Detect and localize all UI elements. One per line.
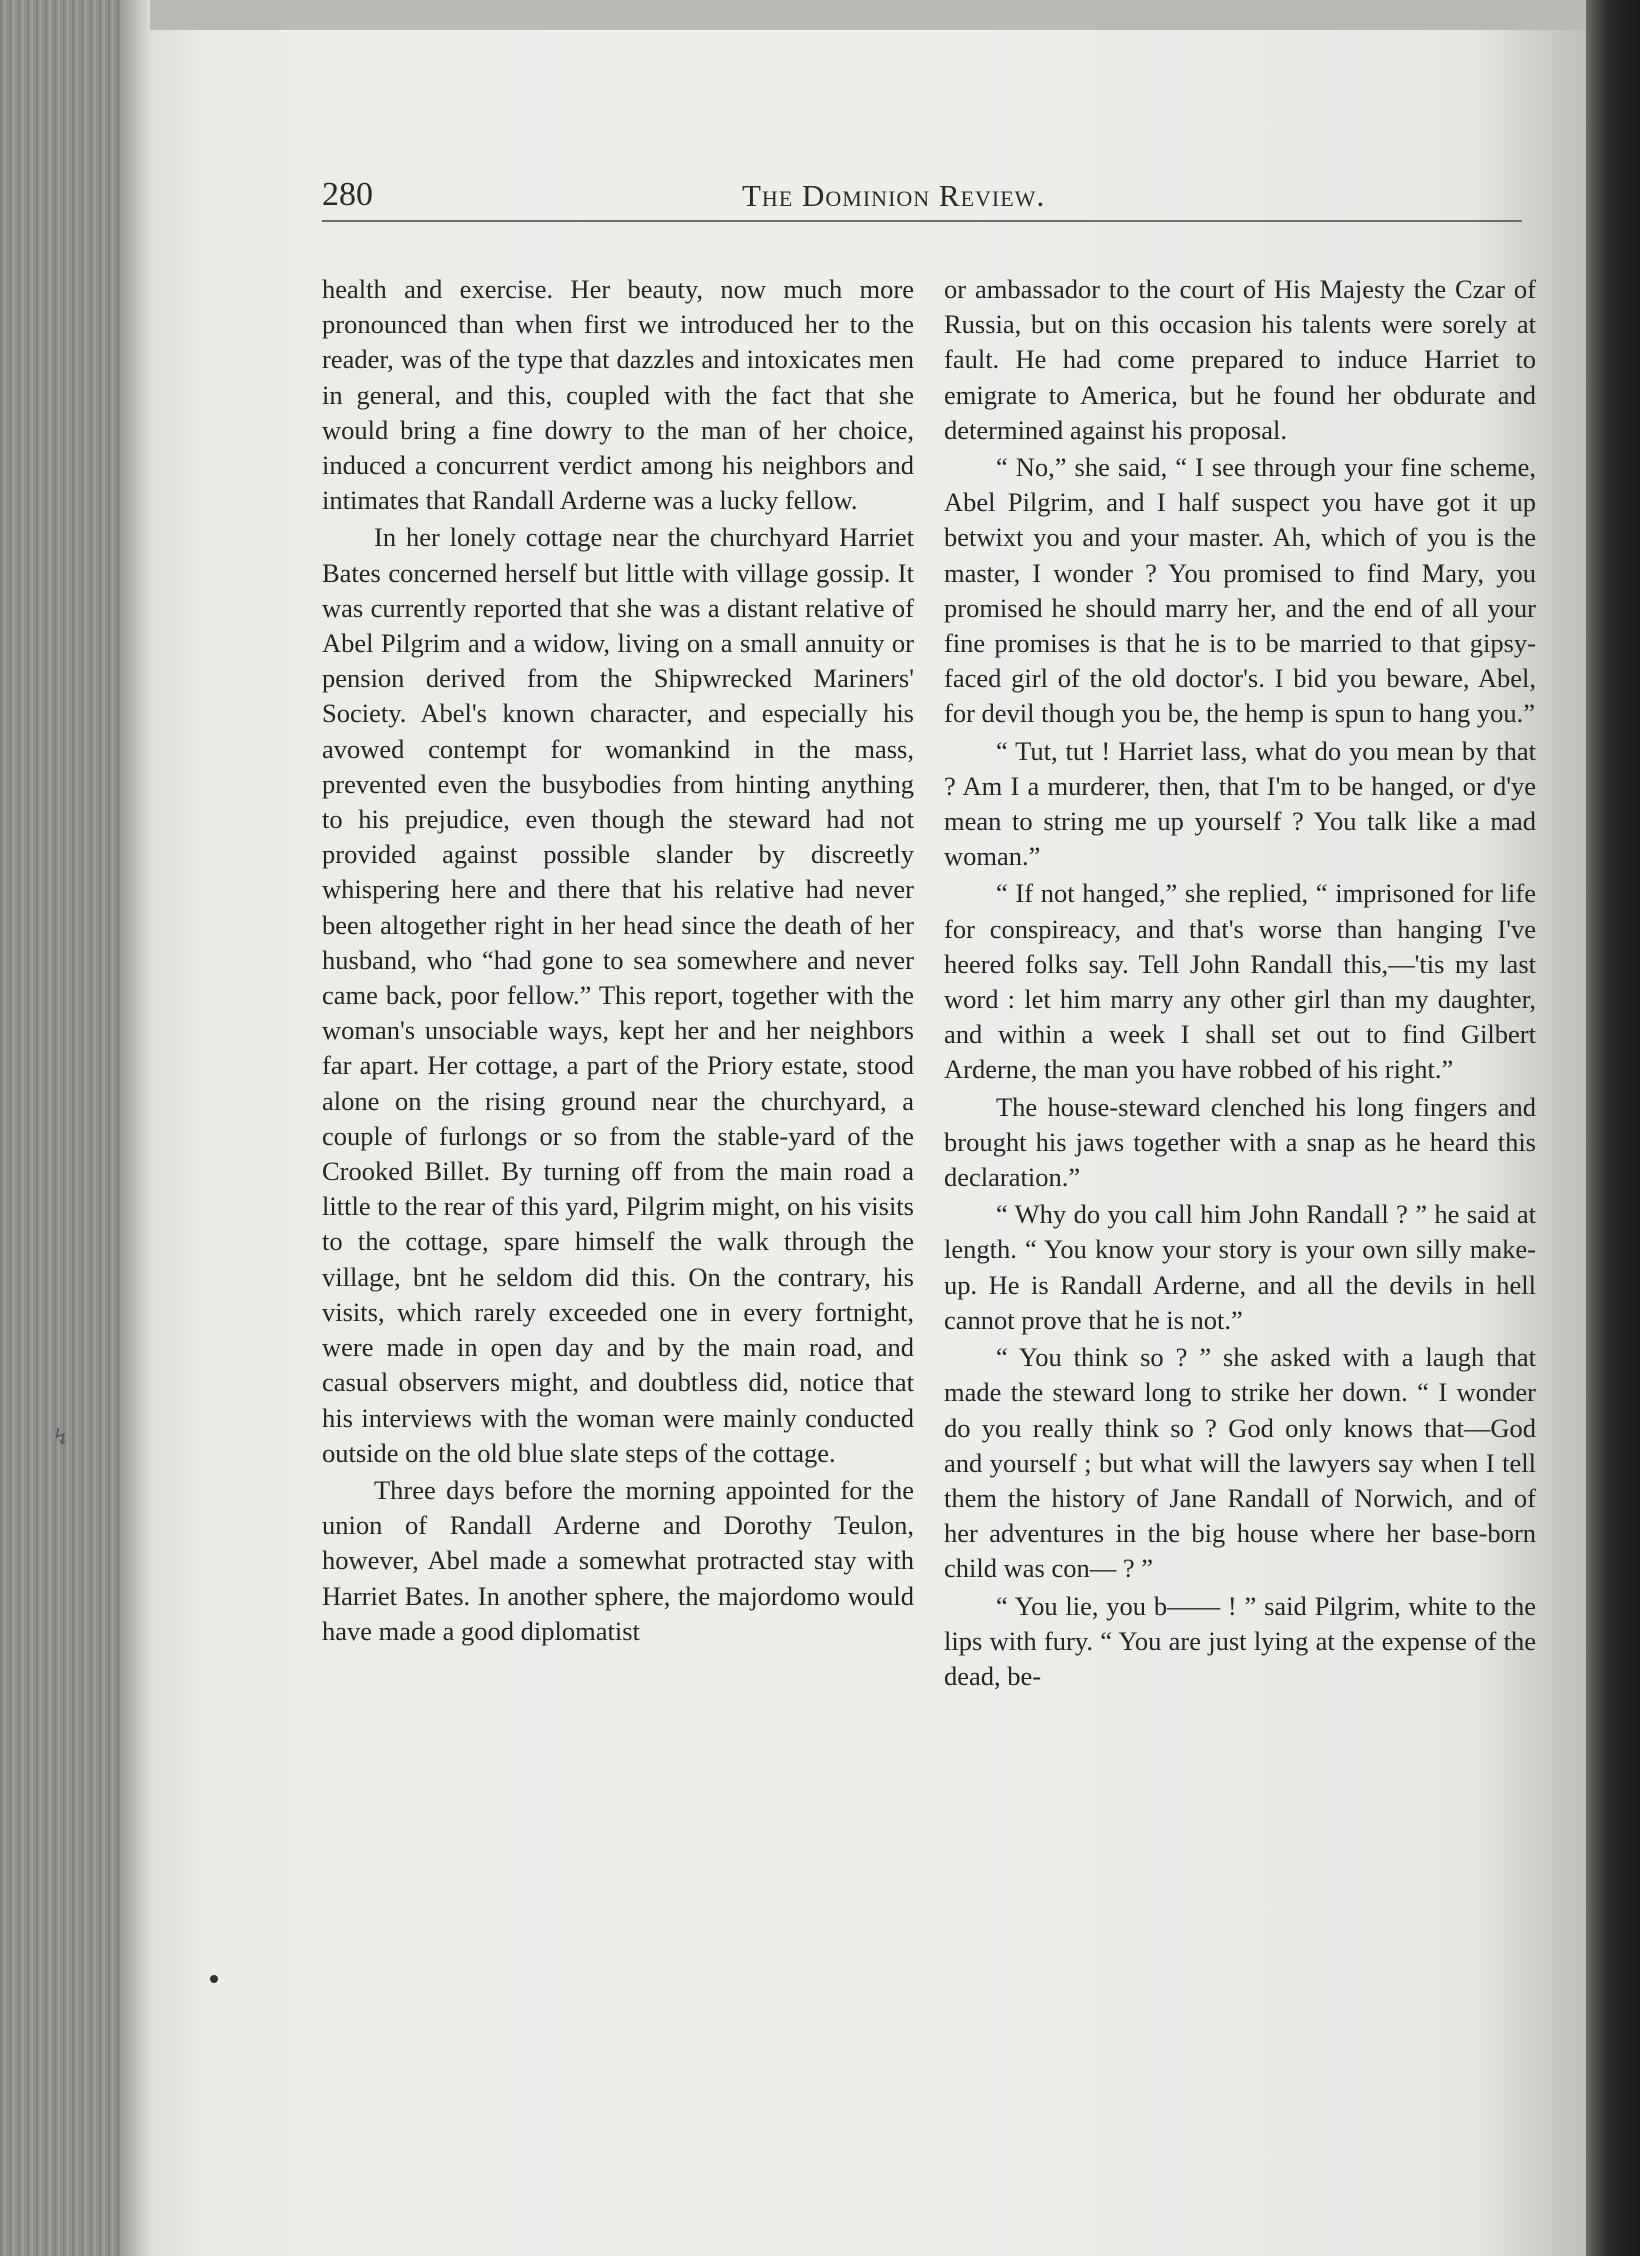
paragraph: “ No,” she said, “ I see through your fine scheme, Abel Pilgrim, and I half suspect you have got it up betwixt you and your master. Ah, which of you is the master, I wonder ? You promised to find Mary, you promised he should marry her, and the end of all your fine promises is that he is to be married to that gipsy-faced girl of the old doctor's. I bid you beware, Abel, for devil though you be, the hemp is spun to hang you.” (944, 452, 1536, 729)
page-number: 280 (322, 176, 373, 213)
paragraph: or ambassador to the court of His Majesty the Czar of Russia, but on this occasion his talents were sorely at fault. He had come prepared to induce Harriet to emigrate to America, but he found her obdurate and determined against his proposal. (944, 274, 1536, 445)
paragraph: Three days before the morning appointed for the union of Randall Arderne and Dorothy Teulon, however, Abel made a somewhat protracted stay with Harriet Bates. In another sphere, the majordomo would have made a good diplomatist (322, 1474, 914, 1646)
paragraph: In her lonely cottage near the churchyard Harriet Bates concerned herself but little with village gossip. It was currently reported that she was a distant relative of Abel Pilgrim and a widow, living on a small annuity or pension derived from the Shipwrecked Mariners' Society. Abel's known character, and especially his avowed contempt for womankind in the mass, prevented even the busybodies from hinting anything to his prejudice, even though the steward had not provided against possible slander by discreetly whispering here and there that his relative had never been altogether right in her head since the death of her husband, who “had gone to sea somewhere and never came back, poor fellow.” This report, together with the woman's unsociable ways, kept her and her neighbors far apart. Her cottage, a part of the Priory estate, stood alone on the rising ground near the churchyard, a couple of furlongs or so from the stable-yard of the Crooked Billet. By turning off from the main road a little to the rear of this yard, Pilgrim might, on his visits to the cottage, spare himself the walk through the village, bnt he seldom did this. On the contrary, his visits, which rarely exceeded one in every fortnight, were made in open day and by the main road, and casual observers might, and doubtless did, notice that his interviews with the woman were mainly conducted outside on the old blue slate steps of the cottage. (322, 522, 914, 1468)
book-binding (1586, 0, 1640, 2256)
right-column (944, 272, 1536, 1694)
paragraph: “ Why do you call him John Randall ? ” he said at length. “ You know your story is your own silly make-up. He is Randall Arderne, and all the devils in hell cannot prove that he is not.” (944, 1199, 1536, 1335)
left-column (322, 272, 914, 1649)
paragraph: “ If not hanged,” she replied, “ imprisoned for life for conspireacy, and that's worse than hanging I've heered folks say. Tell John Randall this,—'tis my last word : let him marry any other girl than my daughter, and within a week I shall set out to find Gilbert Arderne, the man you have robbed of his right.” (944, 878, 1536, 1085)
paragraph: health and exercise. Her beauty, now much more pronounced than when first we introduced her to the reader, was of the type that dazzles and intoxicates men in general, and this, coupled with the fact that she would bring a fine dowry to the man of her choice, induced a concurrent verdict among his neighbors and intimates that Randall Arderne was a lucky fellow. (322, 274, 914, 516)
paragraph: The house-steward clenched his long fingers and brought his jaws together with a snap as he heard this declaration.” (944, 1091, 1536, 1193)
paragraph: “ You lie, you b—— ! ” said Pilgrim, white to the lips with fury. “ You are just lying at the expense of the dead, be- (944, 1590, 1536, 1691)
ink-dot (210, 1975, 218, 1983)
paragraph: “ Tut, tut ! Harriet lass, what do you mean by that ? Am I a murderer, then, that I'm to be hanged, or d'ye mean to string me up yourself ? You talk like a mad woman.” (944, 735, 1536, 872)
running-head: The Dominion Review. (742, 178, 1046, 213)
page-header (322, 176, 1518, 224)
paragraph: “ You think so ? ” she asked with a laugh that made the steward long to strike her down. “ I wonder do you really think so ? God only knows that—God and yourself ; but what will the lawyers say when I tell them the history of Jane Randall of Norwich, and of her adventures in the big house where her base-born child was con— ? ” (944, 1342, 1536, 1584)
header-rule (322, 220, 1522, 222)
margin-mark: ↯ (52, 1425, 71, 1450)
book-page-edges (0, 0, 150, 2256)
